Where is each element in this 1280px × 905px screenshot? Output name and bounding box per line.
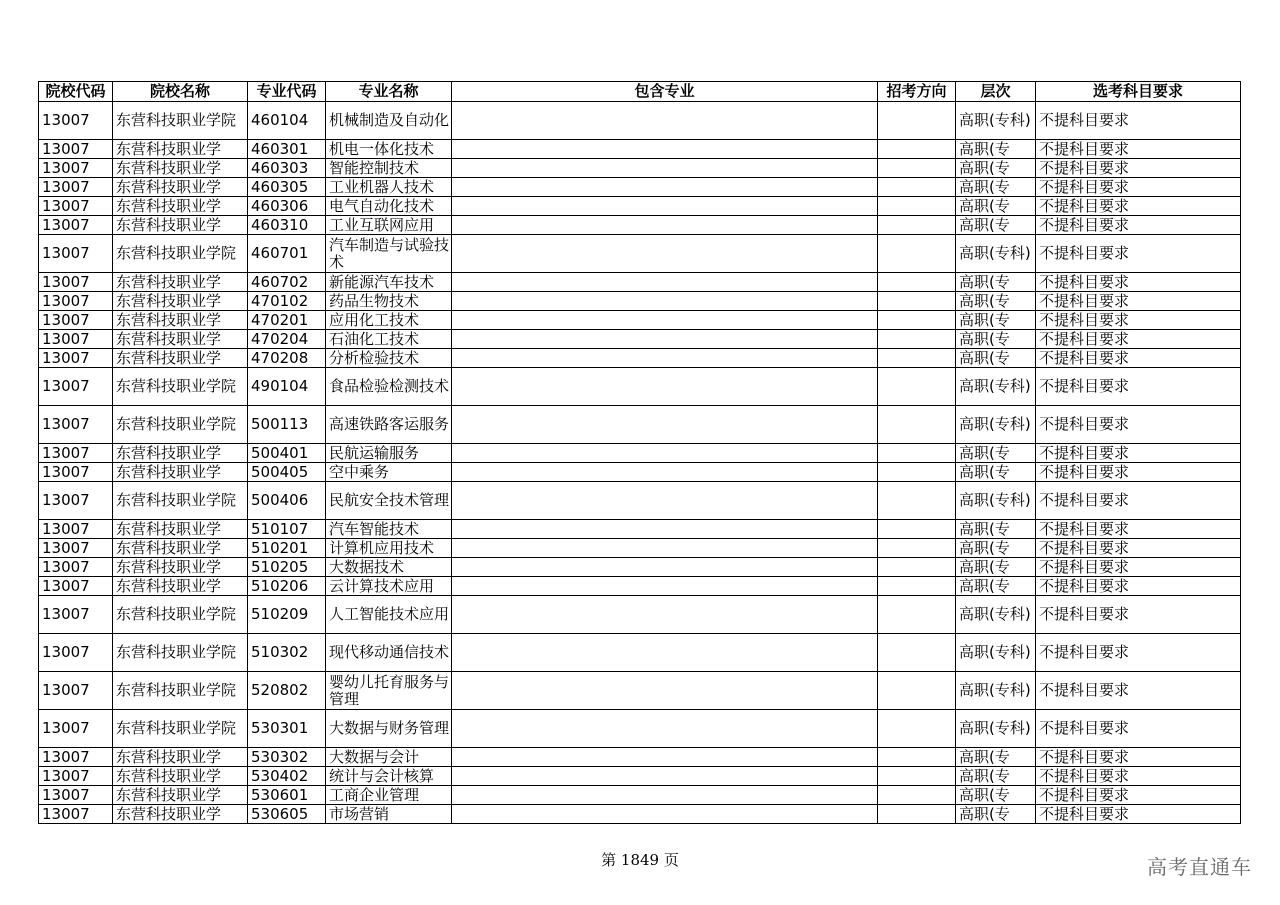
cell-level: 高职(专	[956, 520, 1036, 539]
cell-school-code: 13007	[39, 463, 113, 482]
cell-major-name: 石油化工技术	[326, 330, 452, 349]
cell-school-name: 东营科技职业学	[113, 539, 248, 558]
cell-school-code: 13007	[39, 273, 113, 292]
cell-level: 高职(专	[956, 330, 1036, 349]
cell-major-name: 民航安全技术管理	[326, 482, 452, 520]
cell-sub-majors	[452, 558, 878, 577]
cell-school-code: 13007	[39, 672, 113, 710]
cell-major-code: 460301	[248, 140, 326, 159]
cell-major-code: 470201	[248, 311, 326, 330]
header-requirement: 选考科目要求	[1036, 82, 1241, 102]
cell-direction	[878, 748, 956, 767]
header-major-code: 专业代码	[248, 82, 326, 102]
table-row	[39, 235, 1241, 273]
header-major-name: 专业名称	[326, 82, 452, 102]
cell-sub-majors	[452, 520, 878, 539]
cell-school-name: 东营科技职业学	[113, 330, 248, 349]
cell-school-code: 13007	[39, 634, 113, 672]
cell-sub-majors	[452, 368, 878, 406]
cell-major-name: 汽车制造与试验技术	[326, 235, 452, 273]
cell-requirement: 不提科目要求	[1036, 634, 1241, 672]
cell-requirement: 不提科目要求	[1036, 748, 1241, 767]
cell-major-code: 470204	[248, 330, 326, 349]
cell-direction	[878, 102, 956, 140]
cell-requirement: 不提科目要求	[1036, 596, 1241, 634]
cell-school-name: 东营科技职业学院	[113, 672, 248, 710]
cell-direction	[878, 520, 956, 539]
cell-major-code: 460104	[248, 102, 326, 140]
table-row	[39, 178, 1241, 197]
cell-sub-majors	[452, 292, 878, 311]
cell-level: 高职(专科)	[956, 596, 1036, 634]
table-row	[39, 577, 1241, 596]
table-body	[39, 102, 1241, 824]
cell-requirement: 不提科目要求	[1036, 805, 1241, 824]
cell-level: 高职(专	[956, 140, 1036, 159]
cell-direction	[878, 311, 956, 330]
cell-school-name: 东营科技职业学	[113, 577, 248, 596]
cell-direction	[878, 216, 956, 235]
cell-direction	[878, 672, 956, 710]
header-school-code: 院校代码	[39, 82, 113, 102]
cell-sub-majors	[452, 463, 878, 482]
cell-level: 高职(专	[956, 273, 1036, 292]
cell-level: 高职(专科)	[956, 235, 1036, 273]
cell-major-name: 分析检验技术	[326, 349, 452, 368]
cell-requirement: 不提科目要求	[1036, 292, 1241, 311]
cell-requirement: 不提科目要求	[1036, 463, 1241, 482]
cell-sub-majors	[452, 748, 878, 767]
cell-school-name: 东营科技职业学院	[113, 482, 248, 520]
header-school-name: 院校名称	[113, 82, 248, 102]
cell-school-code: 13007	[39, 311, 113, 330]
cell-school-code: 13007	[39, 596, 113, 634]
cell-school-name: 东营科技职业学	[113, 520, 248, 539]
cell-level: 高职(专科)	[956, 672, 1036, 710]
cell-requirement: 不提科目要求	[1036, 577, 1241, 596]
cell-requirement: 不提科目要求	[1036, 444, 1241, 463]
cell-school-code: 13007	[39, 349, 113, 368]
table-row	[39, 805, 1241, 824]
cell-level: 高职(专	[956, 349, 1036, 368]
cell-requirement: 不提科目要求	[1036, 311, 1241, 330]
table-row	[39, 406, 1241, 444]
table-row	[39, 710, 1241, 748]
cell-major-code: 510206	[248, 577, 326, 596]
table-row	[39, 539, 1241, 558]
table-row	[39, 330, 1241, 349]
cell-level: 高职(专	[956, 216, 1036, 235]
cell-level: 高职(专	[956, 577, 1036, 596]
cell-major-code: 500113	[248, 406, 326, 444]
cell-direction	[878, 330, 956, 349]
cell-sub-majors	[452, 539, 878, 558]
cell-requirement: 不提科目要求	[1036, 235, 1241, 273]
cell-major-code: 490104	[248, 368, 326, 406]
cell-sub-majors	[452, 577, 878, 596]
cell-major-code: 510205	[248, 558, 326, 577]
cell-major-name: 大数据与会计	[326, 748, 452, 767]
cell-major-name: 食品检验检测技术	[326, 368, 452, 406]
table-row	[39, 558, 1241, 577]
cell-major-code: 500401	[248, 444, 326, 463]
cell-requirement: 不提科目要求	[1036, 406, 1241, 444]
cell-requirement: 不提科目要求	[1036, 368, 1241, 406]
cell-school-code: 13007	[39, 786, 113, 805]
cell-school-code: 13007	[39, 330, 113, 349]
cell-direction	[878, 349, 956, 368]
cell-direction	[878, 767, 956, 786]
cell-school-name: 东营科技职业学	[113, 748, 248, 767]
cell-direction	[878, 406, 956, 444]
cell-school-name: 东营科技职业学院	[113, 406, 248, 444]
cell-level: 高职(专	[956, 786, 1036, 805]
cell-major-code: 530301	[248, 710, 326, 748]
cell-major-name: 药品生物技术	[326, 292, 452, 311]
cell-level: 高职(专	[956, 539, 1036, 558]
cell-level: 高职(专科)	[956, 710, 1036, 748]
cell-school-name: 东营科技职业学	[113, 805, 248, 824]
cell-requirement: 不提科目要求	[1036, 197, 1241, 216]
cell-level: 高职(专	[956, 805, 1036, 824]
cell-school-name: 东营科技职业学院	[113, 634, 248, 672]
cell-major-code: 520802	[248, 672, 326, 710]
cell-school-name: 东营科技职业学	[113, 197, 248, 216]
cell-major-code: 460305	[248, 178, 326, 197]
cell-school-name: 东营科技职业学	[113, 444, 248, 463]
cell-school-name: 东营科技职业学	[113, 463, 248, 482]
cell-school-code: 13007	[39, 539, 113, 558]
cell-school-name: 东营科技职业学	[113, 292, 248, 311]
cell-sub-majors	[452, 159, 878, 178]
cell-direction	[878, 596, 956, 634]
cell-requirement: 不提科目要求	[1036, 140, 1241, 159]
cell-sub-majors	[452, 178, 878, 197]
table-row	[39, 767, 1241, 786]
cell-school-code: 13007	[39, 577, 113, 596]
table-row	[39, 216, 1241, 235]
cell-level: 高职(专科)	[956, 102, 1036, 140]
cell-major-name: 计算机应用技术	[326, 539, 452, 558]
admissions-table	[38, 81, 1241, 824]
cell-school-code: 13007	[39, 710, 113, 748]
cell-sub-majors	[452, 216, 878, 235]
cell-direction	[878, 235, 956, 273]
cell-requirement: 不提科目要求	[1036, 273, 1241, 292]
cell-school-name: 东营科技职业学	[113, 216, 248, 235]
cell-major-name: 工业互联网应用	[326, 216, 452, 235]
cell-direction	[878, 786, 956, 805]
cell-school-code: 13007	[39, 178, 113, 197]
cell-requirement: 不提科目要求	[1036, 767, 1241, 786]
cell-sub-majors	[452, 805, 878, 824]
header-direction: 招考方向	[878, 82, 956, 102]
table-row	[39, 292, 1241, 311]
cell-direction	[878, 558, 956, 577]
table-row	[39, 596, 1241, 634]
cell-major-code: 470102	[248, 292, 326, 311]
cell-school-name: 东营科技职业学	[113, 159, 248, 178]
header-level: 层次	[956, 82, 1036, 102]
cell-major-name: 云计算技术应用	[326, 577, 452, 596]
cell-sub-majors	[452, 311, 878, 330]
cell-level: 高职(专	[956, 463, 1036, 482]
cell-level: 高职(专	[956, 767, 1036, 786]
cell-school-name: 东营科技职业学	[113, 349, 248, 368]
cell-sub-majors	[452, 330, 878, 349]
cell-direction	[878, 178, 956, 197]
cell-direction	[878, 482, 956, 520]
cell-school-code: 13007	[39, 520, 113, 539]
cell-level: 高职(专	[956, 444, 1036, 463]
cell-sub-majors	[452, 634, 878, 672]
cell-sub-majors	[452, 710, 878, 748]
cell-major-name: 大数据技术	[326, 558, 452, 577]
cell-major-name: 空中乘务	[326, 463, 452, 482]
cell-school-name: 东营科技职业学院	[113, 596, 248, 634]
cell-major-name: 统计与会计核算	[326, 767, 452, 786]
cell-major-code: 470208	[248, 349, 326, 368]
table-row	[39, 482, 1241, 520]
cell-level: 高职(专	[956, 178, 1036, 197]
cell-school-code: 13007	[39, 767, 113, 786]
cell-major-code: 530402	[248, 767, 326, 786]
table-row	[39, 273, 1241, 292]
cell-direction	[878, 197, 956, 216]
table-row	[39, 748, 1241, 767]
cell-school-code: 13007	[39, 197, 113, 216]
watermark-text: 高考直通车	[1147, 855, 1252, 879]
cell-school-name: 东营科技职业学	[113, 767, 248, 786]
cell-direction	[878, 710, 956, 748]
cell-requirement: 不提科目要求	[1036, 349, 1241, 368]
cell-major-code: 460310	[248, 216, 326, 235]
table-row	[39, 634, 1241, 672]
table-row	[39, 197, 1241, 216]
table-row	[39, 311, 1241, 330]
cell-requirement: 不提科目要求	[1036, 710, 1241, 748]
cell-sub-majors	[452, 197, 878, 216]
cell-major-name: 工商企业管理	[326, 786, 452, 805]
cell-major-code: 460303	[248, 159, 326, 178]
table-row	[39, 102, 1241, 140]
cell-major-code: 460702	[248, 273, 326, 292]
cell-school-code: 13007	[39, 102, 113, 140]
cell-level: 高职(专科)	[956, 634, 1036, 672]
table-row	[39, 463, 1241, 482]
table-header-row	[39, 82, 1241, 102]
cell-direction	[878, 292, 956, 311]
cell-school-name: 东营科技职业学	[113, 140, 248, 159]
cell-school-code: 13007	[39, 368, 113, 406]
table-row	[39, 140, 1241, 159]
cell-direction	[878, 539, 956, 558]
cell-direction	[878, 159, 956, 178]
cell-school-code: 13007	[39, 406, 113, 444]
cell-school-code: 13007	[39, 805, 113, 824]
cell-sub-majors	[452, 786, 878, 805]
cell-school-code: 13007	[39, 216, 113, 235]
cell-major-code: 510201	[248, 539, 326, 558]
cell-school-code: 13007	[39, 444, 113, 463]
cell-school-name: 东营科技职业学	[113, 178, 248, 197]
cell-direction	[878, 273, 956, 292]
cell-school-name: 东营科技职业学院	[113, 235, 248, 273]
cell-major-code: 510302	[248, 634, 326, 672]
cell-major-name: 民航运输服务	[326, 444, 452, 463]
cell-school-name: 东营科技职业学院	[113, 368, 248, 406]
cell-sub-majors	[452, 767, 878, 786]
table-row	[39, 786, 1241, 805]
cell-major-name: 人工智能技术应用	[326, 596, 452, 634]
cell-requirement: 不提科目要求	[1036, 330, 1241, 349]
cell-major-name: 智能控制技术	[326, 159, 452, 178]
cell-major-code: 510107	[248, 520, 326, 539]
table-row	[39, 368, 1241, 406]
cell-sub-majors	[452, 140, 878, 159]
cell-sub-majors	[452, 596, 878, 634]
cell-sub-majors	[452, 482, 878, 520]
cell-major-name: 大数据与财务管理	[326, 710, 452, 748]
cell-major-name: 高速铁路客运服务	[326, 406, 452, 444]
page-number: 第 1849 页	[601, 851, 679, 869]
cell-direction	[878, 368, 956, 406]
cell-requirement: 不提科目要求	[1036, 159, 1241, 178]
cell-major-code: 510209	[248, 596, 326, 634]
cell-requirement: 不提科目要求	[1036, 558, 1241, 577]
cell-sub-majors	[452, 349, 878, 368]
table-row	[39, 672, 1241, 710]
cell-level: 高职(专	[956, 159, 1036, 178]
cell-sub-majors	[452, 102, 878, 140]
cell-direction	[878, 463, 956, 482]
cell-requirement: 不提科目要求	[1036, 102, 1241, 140]
cell-requirement: 不提科目要求	[1036, 520, 1241, 539]
cell-requirement: 不提科目要求	[1036, 482, 1241, 520]
cell-major-name: 汽车智能技术	[326, 520, 452, 539]
cell-level: 高职(专	[956, 558, 1036, 577]
cell-major-code: 530605	[248, 805, 326, 824]
cell-requirement: 不提科目要求	[1036, 672, 1241, 710]
cell-requirement: 不提科目要求	[1036, 539, 1241, 558]
cell-school-code: 13007	[39, 558, 113, 577]
header-sub-majors: 包含专业	[452, 82, 878, 102]
cell-major-name: 工业机器人技术	[326, 178, 452, 197]
table-row	[39, 349, 1241, 368]
table-row	[39, 159, 1241, 178]
cell-direction	[878, 444, 956, 463]
cell-major-code: 530302	[248, 748, 326, 767]
cell-sub-majors	[452, 406, 878, 444]
cell-requirement: 不提科目要求	[1036, 178, 1241, 197]
cell-sub-majors	[452, 672, 878, 710]
cell-major-code: 500405	[248, 463, 326, 482]
cell-school-name: 东营科技职业学	[113, 273, 248, 292]
cell-major-code: 530601	[248, 786, 326, 805]
cell-level: 高职(专	[956, 748, 1036, 767]
cell-school-name: 东营科技职业学	[113, 786, 248, 805]
cell-major-name: 应用化工技术	[326, 311, 452, 330]
table-row	[39, 444, 1241, 463]
cell-sub-majors	[452, 273, 878, 292]
cell-sub-majors	[452, 444, 878, 463]
cell-direction	[878, 140, 956, 159]
cell-major-code: 460306	[248, 197, 326, 216]
cell-level: 高职(专	[956, 292, 1036, 311]
cell-major-name: 市场营销	[326, 805, 452, 824]
cell-major-code: 500406	[248, 482, 326, 520]
cell-requirement: 不提科目要求	[1036, 216, 1241, 235]
cell-school-name: 东营科技职业学	[113, 311, 248, 330]
cell-major-code: 460701	[248, 235, 326, 273]
cell-school-code: 13007	[39, 235, 113, 273]
cell-school-code: 13007	[39, 748, 113, 767]
cell-major-name: 婴幼儿托育服务与管理	[326, 672, 452, 710]
cell-school-code: 13007	[39, 159, 113, 178]
cell-level: 高职(专	[956, 311, 1036, 330]
cell-major-name: 电气自动化技术	[326, 197, 452, 216]
cell-school-code: 13007	[39, 482, 113, 520]
table-row	[39, 520, 1241, 539]
cell-school-name: 东营科技职业学院	[113, 710, 248, 748]
cell-direction	[878, 805, 956, 824]
cell-major-name: 现代移动通信技术	[326, 634, 452, 672]
cell-level: 高职(专	[956, 197, 1036, 216]
cell-school-code: 13007	[39, 292, 113, 311]
cell-requirement: 不提科目要求	[1036, 786, 1241, 805]
cell-major-name: 机电一体化技术	[326, 140, 452, 159]
cell-level: 高职(专科)	[956, 406, 1036, 444]
cell-school-code: 13007	[39, 140, 113, 159]
cell-major-name: 机械制造及自动化	[326, 102, 452, 140]
cell-major-name: 新能源汽车技术	[326, 273, 452, 292]
cell-level: 高职(专科)	[956, 482, 1036, 520]
cell-school-name: 东营科技职业学院	[113, 102, 248, 140]
cell-direction	[878, 577, 956, 596]
cell-level: 高职(专科)	[956, 368, 1036, 406]
cell-school-name: 东营科技职业学	[113, 558, 248, 577]
cell-direction	[878, 634, 956, 672]
cell-sub-majors	[452, 235, 878, 273]
